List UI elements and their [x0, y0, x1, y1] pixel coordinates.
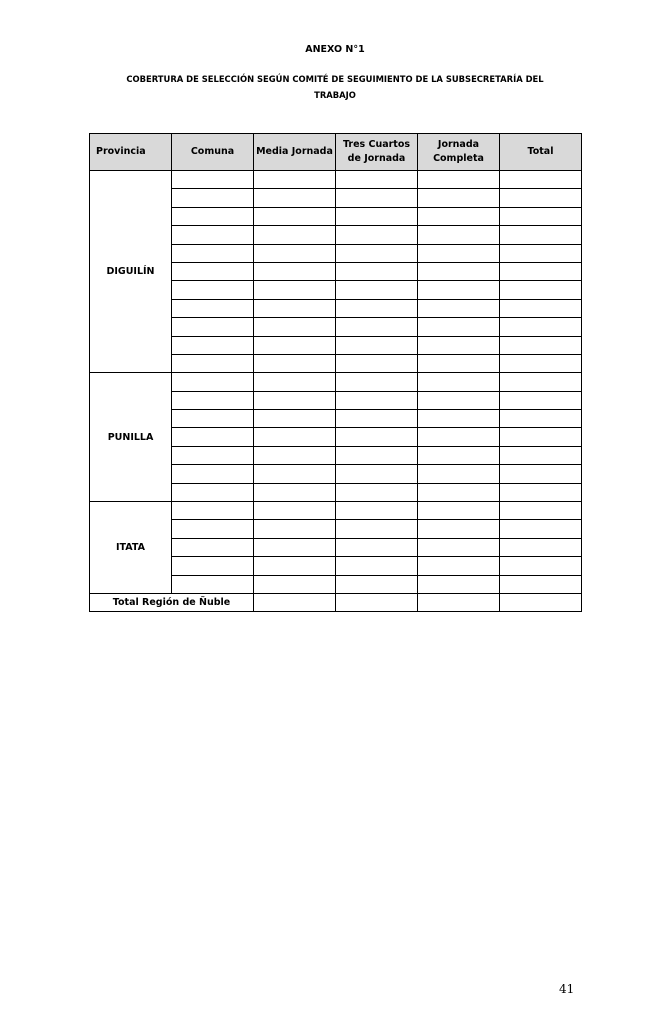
- coverage-table: [89, 133, 582, 612]
- empty-cell: [500, 502, 582, 520]
- empty-cell: [172, 538, 254, 556]
- empty-cell: [254, 538, 336, 556]
- empty-cell: [172, 171, 254, 189]
- empty-cell: [500, 465, 582, 483]
- header-row: [90, 134, 582, 171]
- empty-cell: [500, 557, 582, 575]
- empty-cell: [254, 557, 336, 575]
- empty-cell: [254, 428, 336, 446]
- empty-cell: [418, 189, 500, 207]
- empty-cell: [336, 189, 418, 207]
- empty-cell: [500, 354, 582, 372]
- empty-cell: [500, 483, 582, 501]
- empty-cell: [254, 262, 336, 280]
- empty-cell: [254, 410, 336, 428]
- empty-cell: [500, 428, 582, 446]
- empty-cell: [500, 336, 582, 354]
- total-row: [90, 593, 582, 611]
- province-cell: ITATA: [90, 502, 172, 594]
- empty-cell: [172, 336, 254, 354]
- empty-cell: [254, 502, 336, 520]
- empty-cell: [336, 502, 418, 520]
- empty-cell: [172, 318, 254, 336]
- empty-cell: [254, 281, 336, 299]
- empty-cell: [254, 318, 336, 336]
- empty-cell: [418, 171, 500, 189]
- empty-cell: [500, 373, 582, 391]
- empty-cell: [336, 410, 418, 428]
- empty-cell: [254, 391, 336, 409]
- empty-cell: [172, 354, 254, 372]
- empty-cell: [336, 299, 418, 317]
- empty-cell: [418, 575, 500, 593]
- empty-cell: [336, 391, 418, 409]
- empty-cell: [418, 373, 500, 391]
- empty-cell: [418, 226, 500, 244]
- page-number: 41: [559, 982, 575, 996]
- empty-cell: [254, 336, 336, 354]
- empty-cell: [418, 336, 500, 354]
- empty-cell: [336, 207, 418, 225]
- empty-cell: [418, 593, 500, 611]
- empty-cell: [418, 502, 500, 520]
- header-total: Total: [500, 134, 582, 171]
- empty-cell: [254, 299, 336, 317]
- header-jornada-completa: Jornada Completa: [418, 134, 500, 171]
- empty-cell: [254, 207, 336, 225]
- header-provincia: Provincia: [90, 134, 172, 171]
- empty-cell: [172, 262, 254, 280]
- empty-cell: [500, 538, 582, 556]
- empty-cell: [418, 299, 500, 317]
- empty-cell: [254, 244, 336, 262]
- empty-cell: [336, 171, 418, 189]
- header-tres-cuartos: Tres Cuartos de Jornada: [336, 134, 418, 171]
- empty-cell: [500, 207, 582, 225]
- empty-cell: [336, 446, 418, 464]
- header-media-jornada: Media Jornada: [254, 134, 336, 171]
- empty-cell: [336, 226, 418, 244]
- table-body: [90, 171, 582, 612]
- empty-cell: [254, 446, 336, 464]
- empty-cell: [172, 446, 254, 464]
- empty-cell: [172, 373, 254, 391]
- empty-cell: [254, 593, 336, 611]
- empty-cell: [418, 446, 500, 464]
- empty-cell: [336, 483, 418, 501]
- empty-cell: [336, 520, 418, 538]
- empty-cell: [500, 189, 582, 207]
- table-row: [90, 373, 582, 391]
- empty-cell: [172, 226, 254, 244]
- empty-cell: [172, 557, 254, 575]
- empty-cell: [500, 391, 582, 409]
- empty-cell: [254, 465, 336, 483]
- empty-cell: [418, 244, 500, 262]
- empty-cell: [172, 244, 254, 262]
- empty-cell: [336, 465, 418, 483]
- empty-cell: [336, 428, 418, 446]
- empty-cell: [336, 557, 418, 575]
- empty-cell: [254, 373, 336, 391]
- empty-cell: [418, 483, 500, 501]
- empty-cell: [172, 483, 254, 501]
- table-row: [90, 171, 582, 189]
- table-row: [90, 502, 582, 520]
- empty-cell: [336, 575, 418, 593]
- empty-cell: [254, 354, 336, 372]
- empty-cell: [172, 391, 254, 409]
- empty-cell: [500, 593, 582, 611]
- empty-cell: [418, 428, 500, 446]
- province-cell: PUNILLA: [90, 373, 172, 502]
- empty-cell: [172, 299, 254, 317]
- empty-cell: [254, 226, 336, 244]
- empty-cell: [418, 281, 500, 299]
- header-comuna: Comuna: [172, 134, 254, 171]
- empty-cell: [336, 538, 418, 556]
- empty-cell: [172, 410, 254, 428]
- empty-cell: [418, 538, 500, 556]
- empty-cell: [336, 336, 418, 354]
- empty-cell: [336, 373, 418, 391]
- empty-cell: [418, 391, 500, 409]
- empty-cell: [172, 428, 254, 446]
- empty-cell: [500, 244, 582, 262]
- empty-cell: [500, 281, 582, 299]
- empty-cell: [418, 557, 500, 575]
- empty-cell: [336, 593, 418, 611]
- empty-cell: [172, 465, 254, 483]
- empty-cell: [418, 318, 500, 336]
- document-subtitle: COBERTURA DE SELECCIÓN SEGÚN COMITÉ DE SEGUIMIENTO DE LA SUBSECRETARÍA DEL TRABAJO: [126, 74, 544, 100]
- empty-cell: [254, 189, 336, 207]
- empty-cell: [172, 520, 254, 538]
- empty-cell: [418, 465, 500, 483]
- empty-cell: [418, 207, 500, 225]
- empty-cell: [172, 189, 254, 207]
- empty-cell: [172, 502, 254, 520]
- empty-cell: [500, 446, 582, 464]
- empty-cell: [500, 171, 582, 189]
- empty-cell: [172, 281, 254, 299]
- empty-cell: [500, 299, 582, 317]
- empty-cell: [254, 575, 336, 593]
- empty-cell: [172, 207, 254, 225]
- empty-cell: [254, 171, 336, 189]
- empty-cell: [418, 262, 500, 280]
- empty-cell: [254, 483, 336, 501]
- empty-cell: [418, 520, 500, 538]
- empty-cell: [500, 410, 582, 428]
- empty-cell: [336, 262, 418, 280]
- empty-cell: [418, 410, 500, 428]
- empty-cell: [418, 354, 500, 372]
- annex-title: ANEXO N°1: [305, 44, 365, 55]
- empty-cell: [500, 520, 582, 538]
- empty-cell: [500, 575, 582, 593]
- empty-cell: [336, 244, 418, 262]
- empty-cell: [254, 520, 336, 538]
- total-row-label: Total Región de Ñuble: [90, 593, 254, 611]
- empty-cell: [500, 226, 582, 244]
- empty-cell: [500, 262, 582, 280]
- empty-cell: [336, 318, 418, 336]
- empty-cell: [500, 318, 582, 336]
- empty-cell: [336, 354, 418, 372]
- empty-cell: [172, 575, 254, 593]
- province-cell: DIGUILÍN: [90, 171, 172, 373]
- empty-cell: [336, 281, 418, 299]
